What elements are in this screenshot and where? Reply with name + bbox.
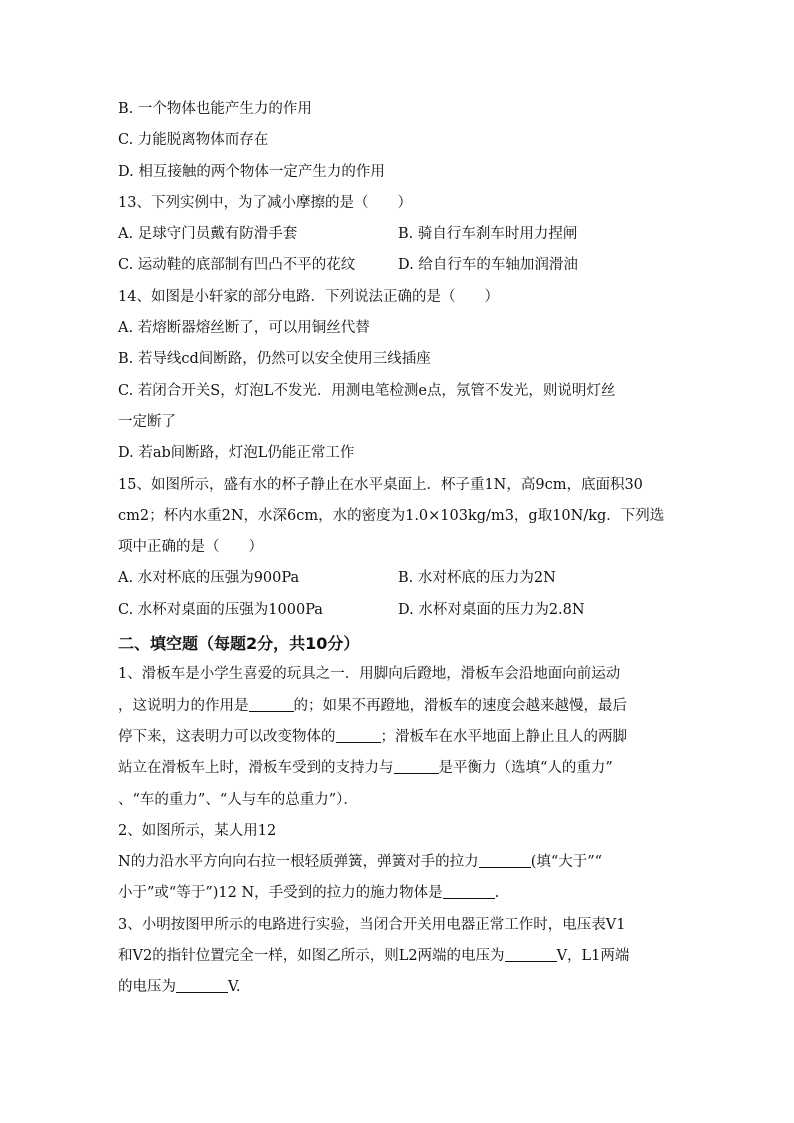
q13-option-a: A. 足球守门员戴有防滑手套: [118, 226, 298, 243]
q13-option-d: D. 给自行车的车轴加润滑油: [398, 257, 578, 274]
f1-line-1: 1、滑板车是小学生喜爱的玩具之一．用脚向后蹬地，滑板车会沿地面向前运动: [118, 666, 621, 683]
q14-option-a: A. 若熔断器熔丝断了，可以用铜丝代替: [118, 320, 370, 337]
q13-option-c: C. 运动鞋的底部制有凹凸不平的花纹: [118, 257, 356, 274]
q13-options-row-1: [118, 219, 678, 250]
q15-option-a: A. 水对杯底的压强为900Pa: [118, 570, 300, 587]
q15-stem-line-1: 15、如图所示，盛有水的杯子静止在水平桌面上．杯子重1N，高9cm，底面积30: [118, 476, 643, 493]
q15-option-d: D. 水杯对桌面的压力为2.8N: [398, 601, 585, 618]
exam-page: [118, 94, 678, 1004]
f2-line-1: 2、如图所示，某人用12: [118, 822, 277, 839]
f3-line-3: 的电压为 V.: [118, 979, 241, 996]
q12-option-d: D. 相互接触的两个物体一定产生力的作用: [118, 163, 385, 180]
answer-blank[interactable]: [479, 853, 531, 868]
q14-option-c-line-2: 一定断了: [118, 413, 176, 430]
f2-line-3: 小于”或“等于”)12 N，手受到的拉力的施力物体是 .: [118, 885, 500, 902]
answer-blank[interactable]: [176, 978, 228, 993]
q13-options-row-2: [118, 250, 678, 281]
q15-option-b: B. 水对杯底的压力为2N: [398, 570, 556, 587]
q14-option-b: B. 若导线cd间断路，仍然可以安全使用三线插座: [118, 351, 431, 368]
answer-blank[interactable]: [249, 697, 294, 712]
f1-line-3: 停下来，这表明力可以改变物体的 ；滑板车在水平地面上静止且人的两脚: [118, 728, 627, 745]
q15-option-c: C. 水杯对桌面的压强为1000Pa: [118, 601, 323, 618]
q12-option-b: B. 一个物体也能产生力的作用: [118, 101, 312, 117]
q14-stem: 14、如图是小轩家的部分电路．下列说法正确的是（ ）: [118, 288, 499, 305]
q15-stem-line-2: cm2；杯内水重2N，水深6cm，水的密度为1.0×103kg/m3，g取10N/kg．下列选: [118, 507, 665, 524]
f3-line-1: 3、小明按图甲所示的电路进行实验，当闭合开关用电器正常工作时，电压表V1: [118, 916, 626, 933]
q15-options-row-1: [118, 563, 678, 594]
f3-line-2: 和V2的指针位置完全一样，如图乙所示，则L2两端的电压为 V，L1两端: [118, 948, 630, 965]
answer-blank[interactable]: [336, 728, 381, 743]
q15-stem-line-3: 项中正确的是（ ）: [118, 539, 263, 556]
q14-option-c-line-1: C. 若闭合开关S，灯泡L不发光．用测电笔检测e点，氖管不发光，则说明灯丝: [118, 382, 616, 399]
f1-line-5: 、“车的重力”、“人与车的总重力”）．: [118, 791, 358, 808]
answer-blank[interactable]: [443, 884, 495, 899]
q14-option-d: D. 若ab间断路，灯泡L仍能正常工作: [118, 445, 355, 462]
q12-option-c: C. 力能脱离物体而存在: [118, 132, 269, 149]
f1-line-2: ，这说明力的作用是 的；如果不再蹬地，滑板车的速度会越来越慢，最后: [118, 697, 627, 714]
q13-stem: 13、下列实例中，为了减小摩擦的是（ ）: [118, 194, 412, 211]
section-title-fill-in: 二、填空题（每题2分，共10分）: [118, 634, 360, 654]
f1-line-4: 站立在滑板车上时，滑板车受到的支持力与 是平衡力（选填“人的重力”: [118, 760, 613, 777]
q13-option-b: B. 骑自行车刹车时用力捏闸: [398, 226, 578, 243]
f2-line-2: N的力沿水平方向向右拉一根轻质弹簧，弹簧对手的拉力 (填“大于”“: [118, 854, 603, 871]
answer-blank[interactable]: [505, 947, 557, 962]
q15-options-row-2: [118, 595, 678, 626]
answer-blank[interactable]: [394, 759, 439, 774]
